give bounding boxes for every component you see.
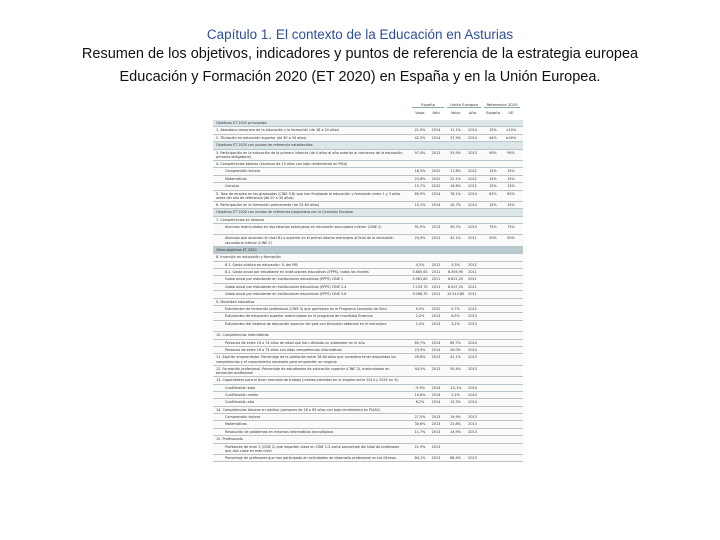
row-value: 44,5% xyxy=(414,366,426,371)
table-row xyxy=(213,262,523,269)
table-header xyxy=(213,100,523,120)
row-value: 19,9% xyxy=(450,415,461,420)
row-value: 2014 xyxy=(431,392,441,397)
row-label: 12. Formación profesional. Porcentaje de estudiantes de educación superior (CINE 3), matriculados en formación profesional xyxy=(216,366,390,375)
row-label: 5. Tasa de empleo en los graduados (CINE 3-8) que han finalizado la educación y formación entre 1 y 3 años antes del año de referencia (de 20 a 34 años) xyxy=(216,191,401,200)
row-value: 2014 xyxy=(431,128,441,133)
row-value: 15% xyxy=(489,202,497,207)
row-value: 2014 xyxy=(431,340,441,345)
row-value: 2011 xyxy=(468,277,477,282)
row-value: 2013 xyxy=(431,444,441,449)
row-value: 2013 xyxy=(431,314,441,319)
row-value: ≥40% xyxy=(505,135,517,140)
table-row xyxy=(213,299,523,306)
row-value: 0,9% xyxy=(415,306,425,311)
table-section-row xyxy=(213,209,523,216)
row-value: 10.512,80 xyxy=(447,292,465,297)
table-row xyxy=(213,284,523,291)
row-value: 30,6% xyxy=(414,422,426,427)
row-value: 10,1% xyxy=(414,202,426,207)
row-label: 2. Titulación en educación superior (de 30 a 34 años) xyxy=(216,135,307,140)
col-header: España xyxy=(486,110,500,115)
row-value: 2014 xyxy=(468,340,477,345)
row-value: 5.685,63 xyxy=(412,270,428,275)
col-header: UE xyxy=(508,110,514,115)
row-value: 18,3% xyxy=(414,169,426,174)
row-value: 17,8% xyxy=(450,169,461,174)
table-row xyxy=(213,254,523,261)
row-value: 15% xyxy=(507,169,515,174)
table-row xyxy=(213,127,523,134)
table-row xyxy=(213,176,523,183)
row-value: 49,8% xyxy=(414,355,426,360)
row-value: 22,1% xyxy=(450,176,461,181)
table-row xyxy=(213,332,523,339)
table-row xyxy=(213,421,523,428)
row-value: 91,9% xyxy=(414,225,426,230)
row-value: 2011 xyxy=(431,270,441,275)
row-value: 15% xyxy=(489,128,497,133)
row-value: 11,7% xyxy=(414,429,426,434)
row-value: 2011 xyxy=(468,270,477,275)
table-row xyxy=(213,436,523,443)
table-row xyxy=(213,217,523,224)
row-value: 24,9% xyxy=(414,236,426,241)
row-label: Cualificación alta xyxy=(225,400,255,405)
row-label: Objetivos ET 2020 principales xyxy=(216,121,267,125)
row-value: 2013 xyxy=(431,415,441,420)
table-row xyxy=(213,366,523,377)
row-value: 84,1% xyxy=(414,456,426,461)
subtitle-line-1: Resumen de los objetivos, indicadores y puntos de referencia de la estrategia europea xyxy=(81,46,639,62)
row-value: 50% xyxy=(507,236,515,241)
row-value: 2012 xyxy=(431,306,441,311)
row-value: 15% xyxy=(507,176,515,181)
row-value: 2014 xyxy=(431,400,441,405)
row-value: 2011 xyxy=(431,277,441,282)
row-value: 2014 xyxy=(468,385,477,390)
table-row xyxy=(213,306,523,313)
table-row xyxy=(213,321,523,332)
row-value: 97,4% xyxy=(414,150,426,155)
row-value: 82% xyxy=(507,191,515,196)
row-label: Ciencias xyxy=(225,184,240,189)
row-value: 15,7% xyxy=(414,184,426,189)
row-value: 27,5% xyxy=(414,415,426,420)
row-value: 2013 xyxy=(468,366,477,371)
group-header-reference: Referencia 2020 xyxy=(484,102,520,108)
row-value: 2014 xyxy=(468,202,477,207)
row-value: 2012 xyxy=(431,176,441,181)
table-body xyxy=(213,120,523,462)
row-value: 2011 xyxy=(431,284,441,289)
row-value: 2014 xyxy=(431,135,441,140)
col-header: Valor xyxy=(415,110,425,115)
table-row xyxy=(213,407,523,414)
row-value: 6.822,20 xyxy=(447,277,464,282)
table-row xyxy=(213,399,523,406)
row-value: 0,7% xyxy=(451,306,460,311)
row-value: 22,8% xyxy=(450,422,461,427)
row-label: 8.1. Gasto público en educación. % del PIB xyxy=(225,262,298,267)
row-value: 2014 xyxy=(468,392,477,397)
row-value: 6,5% xyxy=(451,314,460,319)
row-value: 2014 xyxy=(468,347,477,352)
row-value: 93,9% xyxy=(450,150,461,155)
row-label: 14. Competencias básicas en adultos (personas de 16 a 65 años con bajo rendimiento en PIAAC) xyxy=(216,407,381,412)
row-label: Gasto anual por estudiante en instituciones educativas (EPPS) CINE 5-6 xyxy=(225,292,347,297)
row-label: Profesores de nivel 2 (CINE 2) que imparten clase en CINE 2-3 como porcentaje del total de profesores que dan clase en este nivel xyxy=(225,444,400,453)
table-row xyxy=(213,385,523,392)
table-section-row xyxy=(213,247,523,254)
row-value: 2014 xyxy=(468,135,477,140)
row-label: Alumnos que alcanzan el nivel B1 o superior en el primer idioma extranjero al final de la educación secundaria inferior (CINE 2) xyxy=(225,236,394,245)
row-label: Matemáticas xyxy=(225,176,247,181)
row-value: 7.233,70 xyxy=(412,284,428,289)
table-row xyxy=(213,191,523,202)
row-label: 3. Participación en la educación de la primera infancia (de 4 años al año anterior al comienzo de la educación primaria obligatoria) xyxy=(216,150,403,159)
row-value: 50,4% xyxy=(450,366,461,371)
row-label: Objetivos ET 2020 con puntos de referencia establecidos xyxy=(216,143,313,148)
table-row xyxy=(213,150,523,161)
row-value: <10% xyxy=(505,128,517,133)
table-row xyxy=(213,168,523,175)
row-value: 2012 xyxy=(431,184,441,189)
row-value: 65,7% xyxy=(450,340,461,345)
row-value: 10,8% xyxy=(414,392,426,397)
row-label: Comprensión lectora xyxy=(225,415,261,420)
row-value: 90% xyxy=(489,150,497,155)
row-value: 15% xyxy=(489,184,497,189)
row-label: 4. Competencias básicas (alumnos de 15 años con bajo rendimiento en PISA) xyxy=(216,161,348,166)
row-value: 41,1% xyxy=(450,355,461,360)
row-value: 2013 xyxy=(468,225,477,230)
row-label: Estudiantes de formación profesional (CINE 3) que participan en el Programa Leonardo da Vinci xyxy=(225,306,388,311)
row-value: 2013 xyxy=(431,321,441,326)
table-section-row xyxy=(213,120,523,127)
row-value: 4,3% xyxy=(415,262,425,267)
row-label: 8.2. Gasto anual por estudiante en instituciones educativas (EPPS), todos los niveles xyxy=(225,270,369,275)
row-value: 2011 xyxy=(468,292,477,297)
embedded-table-image xyxy=(213,100,523,502)
table-row xyxy=(213,377,523,384)
row-value: 2013 xyxy=(468,150,477,155)
group-header-eu: Unión Europea xyxy=(447,102,481,108)
row-value: 76,1% xyxy=(450,191,461,196)
row-label: 9. Movilidad educativa xyxy=(216,299,255,304)
table-row xyxy=(213,392,523,399)
row-value: 2013 xyxy=(468,314,477,319)
table-row xyxy=(213,276,523,283)
row-value: 95% xyxy=(507,150,515,155)
row-value: 2,4% xyxy=(415,321,425,326)
subtitle-line-2: Educación y Formación 2020 (ET 2020) en España y en la Unión Europea. xyxy=(119,69,601,85)
row-value: 2014 xyxy=(468,400,477,405)
row-label: 7. Competencias en idiomas xyxy=(216,217,265,222)
row-value: 2012 xyxy=(468,176,477,181)
row-value: 2013 xyxy=(468,321,477,326)
row-value: 2013 xyxy=(431,225,441,230)
row-value: 2014 xyxy=(431,385,441,390)
table-row xyxy=(213,414,523,421)
row-label: Personas de entre 16 a 74 años de edad que han utilizado un ordenador en el año xyxy=(225,340,365,345)
row-value: 82% xyxy=(489,191,497,196)
table-row xyxy=(213,183,523,190)
row-label: Estudiantes de educación superior matriculados en el programa de movilidad Erasmus xyxy=(225,314,373,319)
row-value: 2011 xyxy=(431,292,441,297)
row-value: 23,9% xyxy=(414,347,426,352)
row-value: 5,3% xyxy=(451,262,460,267)
row-label: Personas de entre 16 a 74 años con altas competencias informáticas xyxy=(225,347,343,352)
row-value: 2013 xyxy=(431,150,441,155)
row-value: 75% xyxy=(489,225,497,230)
row-label: Porcentaje de profesores que han participado en actividades de desarrollo profesional en los últimos doce meses xyxy=(225,456,396,463)
row-value: -9,9% xyxy=(415,385,425,390)
row-label: 13. Capacidades para el buen mercado de trabajo (niveles previstos en el empleo entre 2014 y 2025 en %) xyxy=(216,378,399,383)
row-value: 2011 xyxy=(431,236,441,241)
row-label: Gasto anual por estudiante en instituciones educativas (EPPS) CINE 2-4 xyxy=(225,284,347,289)
row-label: Resolución de problemas en entornos informáticos tecnológicos xyxy=(225,429,334,434)
row-value: 15% xyxy=(489,169,497,174)
row-value: 2012 xyxy=(468,306,477,311)
row-value: 2014 xyxy=(431,347,441,352)
row-value: 42,3% xyxy=(414,135,426,140)
row-value: 65,7% xyxy=(414,340,426,345)
row-value: 2011 xyxy=(468,284,477,289)
slide-header xyxy=(0,26,720,89)
table-row xyxy=(213,354,523,365)
row-value: 14,9% xyxy=(450,429,461,434)
row-label: Cualificación media xyxy=(225,392,259,397)
row-value: 2012 xyxy=(468,184,477,189)
row-value: 2013 xyxy=(468,422,477,427)
row-value: 15% xyxy=(489,176,497,181)
row-value: 59,7% xyxy=(450,225,461,230)
row-value: 26,0% xyxy=(450,347,461,352)
row-value: 21,9% xyxy=(414,128,426,133)
row-value: 10,7% xyxy=(450,202,461,207)
row-value: 16,6% xyxy=(450,184,461,189)
row-value: 11,1% xyxy=(450,128,461,133)
row-value: 15% xyxy=(507,202,515,207)
table-row xyxy=(213,291,523,298)
table-row xyxy=(213,224,523,235)
row-label: 6. Participación en la formación permanente (de 25-64 años) xyxy=(216,202,320,207)
row-value: 6.494,90 xyxy=(447,270,464,275)
row-label: 15. Profesorado xyxy=(216,437,243,442)
row-value: 2,0% xyxy=(415,314,425,319)
row-value: 2,2% xyxy=(451,392,460,397)
row-label: Objetivos ET 2020 con puntos de referencia propuestos por la Comisión Europea xyxy=(216,210,353,215)
row-value: 2013 xyxy=(431,456,441,461)
row-label: 10. Competencias informáticas xyxy=(216,333,269,338)
row-value: 50% xyxy=(489,236,497,241)
row-value: 9.288,70 xyxy=(412,292,428,297)
row-value: 75% xyxy=(507,225,515,230)
row-value: 2013 xyxy=(468,429,477,434)
row-label: Cualificación baja xyxy=(225,385,255,390)
row-value: 2012 xyxy=(431,262,441,267)
row-value: 2013 xyxy=(431,422,441,427)
row-value: 5.981,80 xyxy=(412,277,428,282)
table-row xyxy=(213,235,523,246)
table-row xyxy=(213,313,523,320)
row-label: Matemáticas xyxy=(225,422,247,427)
row-value: 2014 xyxy=(468,191,477,196)
col-header: Año xyxy=(432,110,440,115)
row-label: Alumnos matriculados en dos idiomas extranjeros en educación secundaria inferior (CINE 2) xyxy=(225,225,382,230)
table-section-row xyxy=(213,142,523,149)
table-row xyxy=(213,429,523,436)
row-value: 21,9% xyxy=(414,444,426,449)
row-value: 44% xyxy=(489,135,497,140)
row-value: 2011 xyxy=(468,236,477,241)
row-value: 2013 xyxy=(468,456,477,461)
row-value: 2013 xyxy=(468,355,477,360)
row-value: 2013 xyxy=(431,366,441,371)
table-row xyxy=(213,455,523,462)
row-value: 2013 xyxy=(468,415,477,420)
row-value: 2014 xyxy=(468,128,477,133)
row-value: 2014 xyxy=(431,191,441,196)
table-row xyxy=(213,269,523,276)
row-label: 11. Espíritu emprendedor. Porcentaje de la población entre 18-64 años que considera tener adquiridas las competencias y el conocimiento necesario para emprender un negocio xyxy=(216,355,396,364)
row-label: Comprensión lectora xyxy=(225,169,261,174)
row-value: 23,6% xyxy=(414,176,426,181)
chapter-title: Capítulo 1. El contexto de la Educación en Asturias xyxy=(206,27,514,42)
row-value: 2012 xyxy=(468,169,477,174)
table-row xyxy=(213,444,523,455)
row-value: 42,1% xyxy=(450,236,461,241)
row-value: 2013 xyxy=(431,355,441,360)
row-value: 37,9% xyxy=(450,135,461,140)
row-value: 2012 xyxy=(431,169,441,174)
row-label: Otros objetivos ET 2020 xyxy=(216,247,257,252)
row-label: 1. Abandono temprano de la educación y la formación (de 18 a 24 años) xyxy=(216,128,340,133)
table-row xyxy=(213,202,523,209)
row-label: Estudiantes del sistema de educación superior del país con titulación obtenida en el extranjero xyxy=(225,321,387,326)
table-row xyxy=(213,135,523,142)
row-value: -15,1% xyxy=(449,385,462,390)
row-value: 2013 xyxy=(431,429,441,434)
row-value: 6,2% xyxy=(415,400,425,405)
col-header: Año xyxy=(468,110,477,115)
row-value: 8.007,20 xyxy=(447,284,464,289)
row-value: 88,4% xyxy=(450,456,461,461)
row-label: Gasto anual por estudiante en instituciones educativas (EPPS) CINE 1 xyxy=(225,277,344,282)
table-row xyxy=(213,347,523,354)
row-value: 65,9% xyxy=(414,191,426,196)
row-value: 12,3% xyxy=(450,400,461,405)
row-value: 15% xyxy=(507,184,515,189)
row-value: 3,2% xyxy=(451,321,460,326)
table-row xyxy=(213,340,523,347)
table-row xyxy=(213,161,523,168)
row-value: 2012 xyxy=(468,262,477,267)
col-header: Valor xyxy=(450,110,461,115)
row-label: 8. Inversión en educación y formación xyxy=(216,255,281,260)
row-value: 2014 xyxy=(431,202,441,207)
group-header-spain: España xyxy=(412,102,444,108)
